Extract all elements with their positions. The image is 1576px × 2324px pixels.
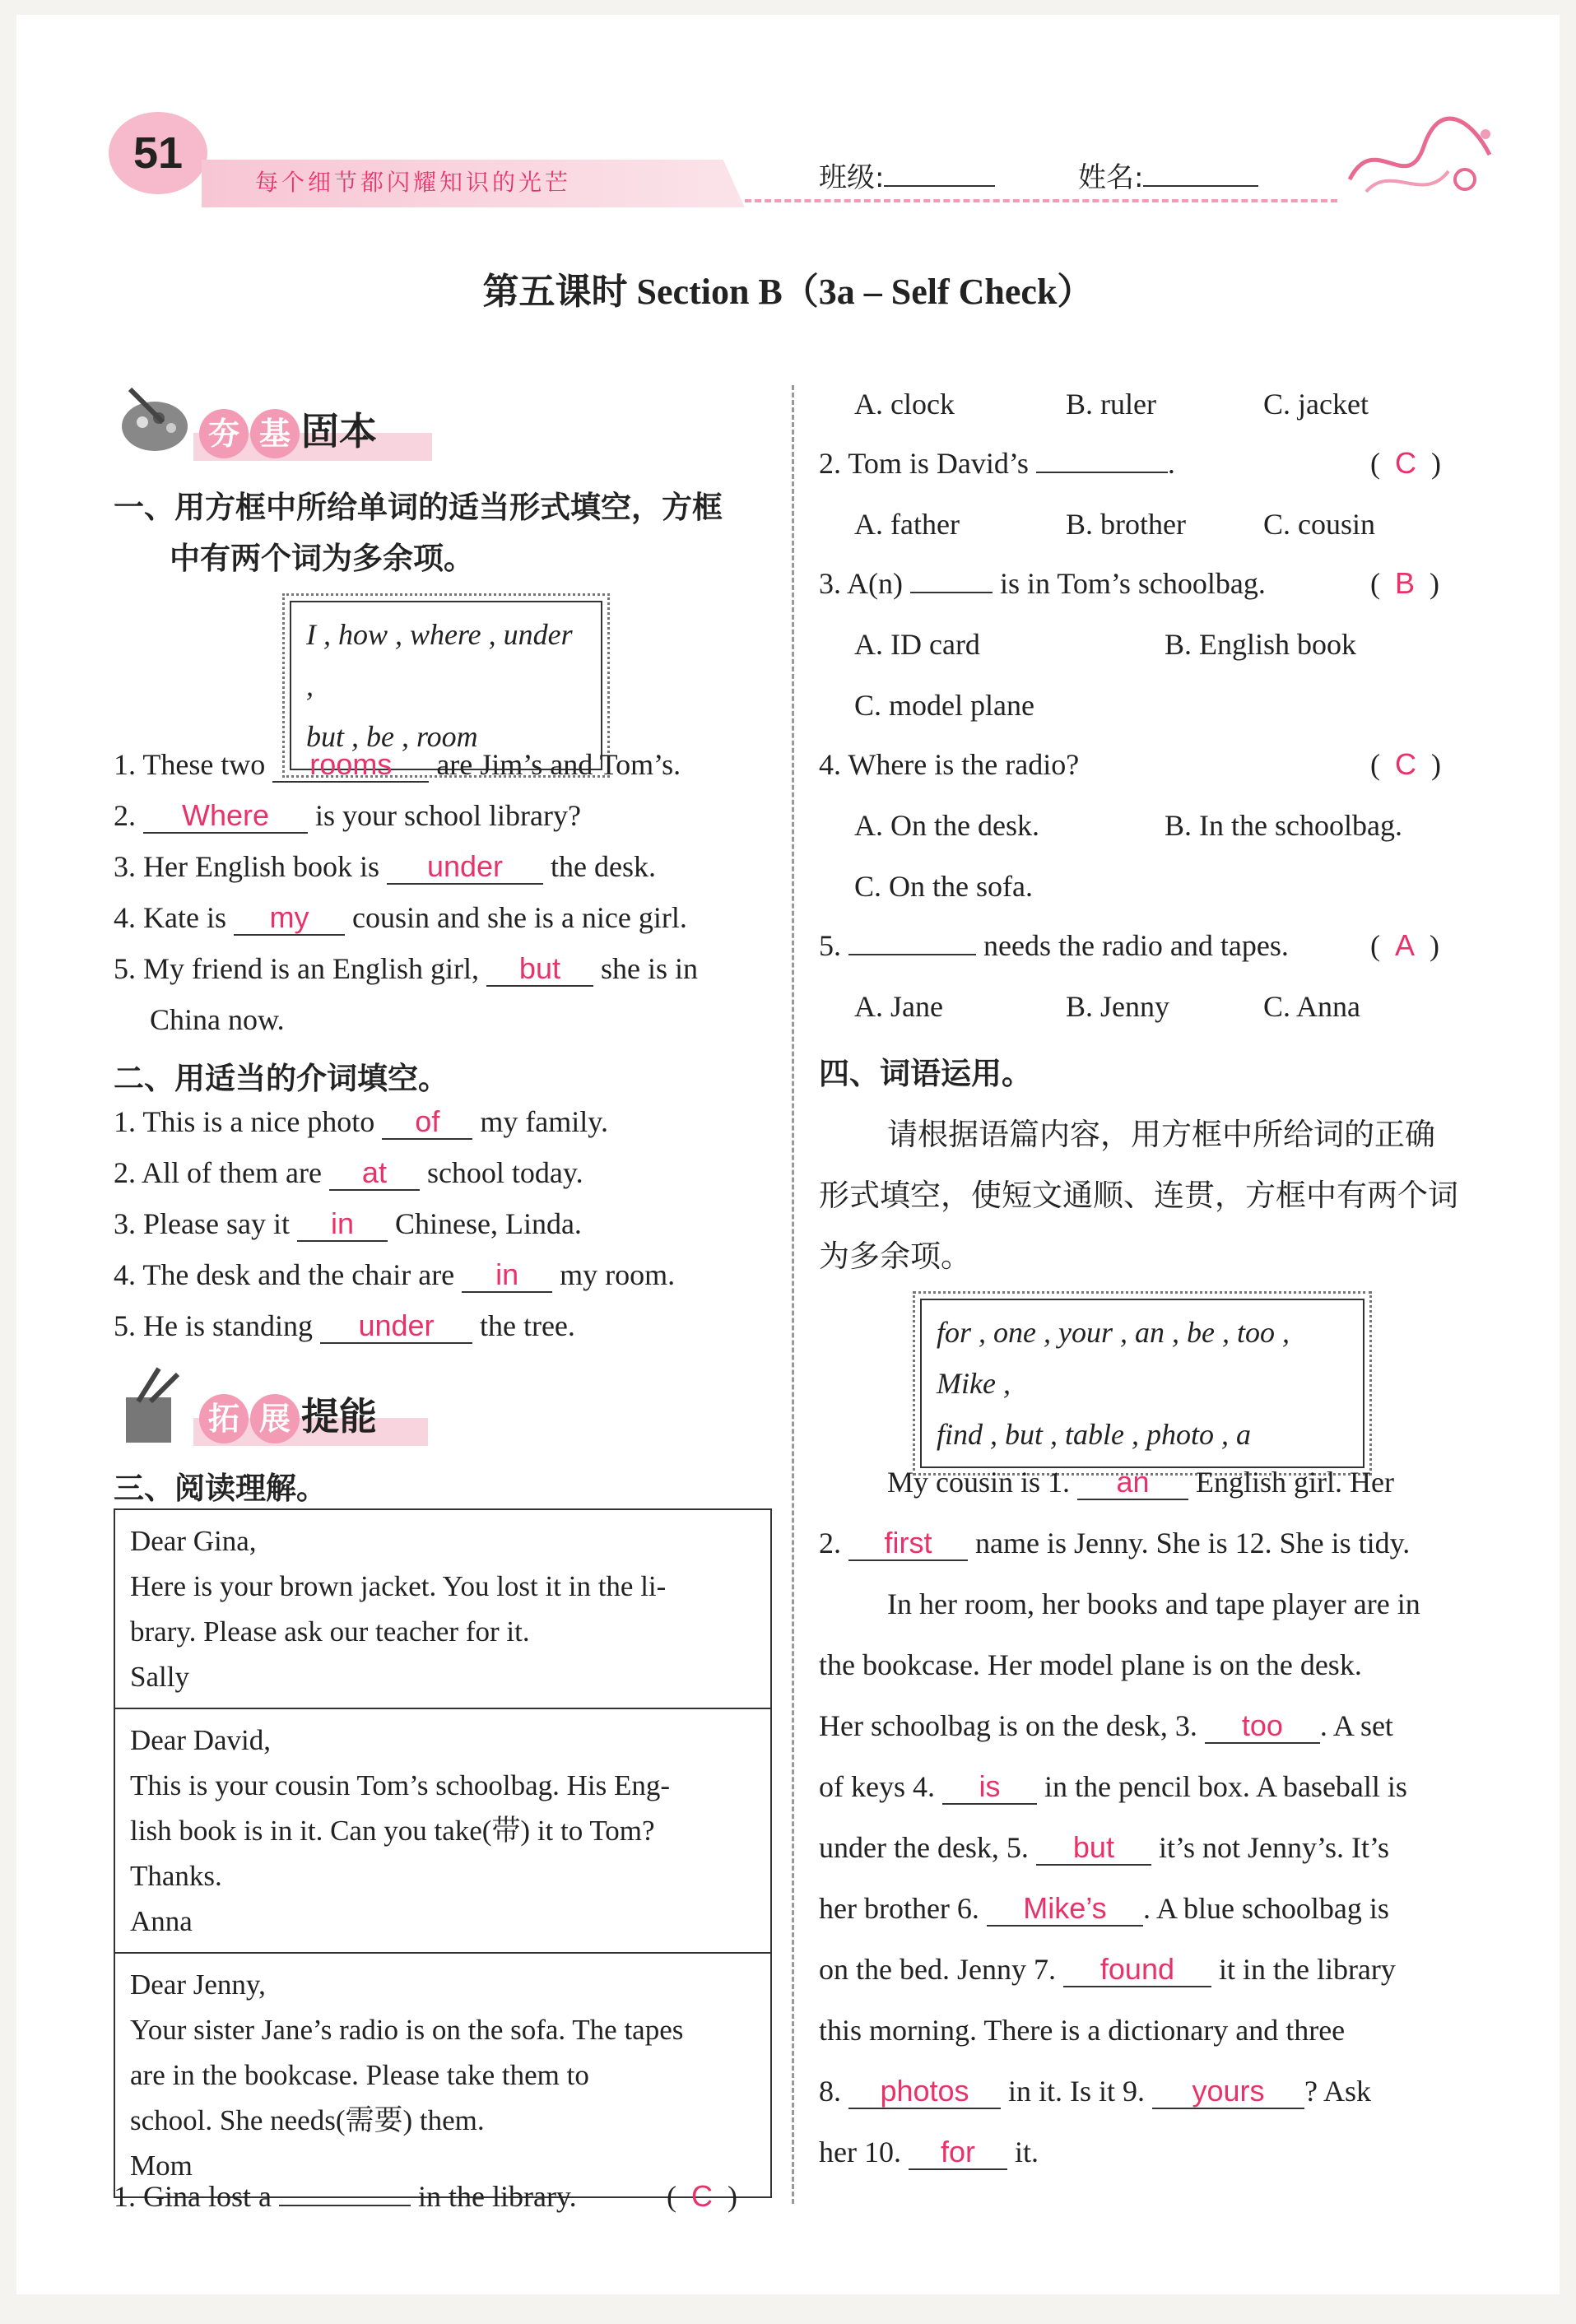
q1-option-b: B. ruler [1066,388,1156,421]
answer-blank[interactable]: but [1036,1831,1151,1866]
passage-line-11: 8. photos in it. Is it 9. yours ? Ask [819,2074,1372,2108]
part1-q4: 4. Kate is my cousin and she is a nice girl. [114,900,687,934]
header-dashed-line [745,199,1337,202]
answer-blank[interactable]: too [1205,1709,1320,1744]
passage-line-4: the bookcase. Her model plane is on the desk. [819,1648,1362,1681]
q5-choice: ( A ) [1370,928,1440,962]
q4-stem: 4. Where is the radio? [819,748,1080,781]
answer-blank[interactable]: for [909,2136,1007,2170]
letters-table [114,1508,772,2198]
passage-line-3: In her room, her books and tape player are in [887,1587,1420,1620]
answer-blank[interactable]: at [329,1156,420,1191]
passage-line-10: this morning. There is a dictionary and three [819,2014,1346,2047]
name-label: 姓名: [1078,155,1258,195]
q5-stem: 5. needs the radio and tapes. [819,929,1289,962]
part2-q5: 5. He is standing under the tree. [114,1308,575,1342]
part2-q3: 3. Please say it in Chinese, Linda. [114,1206,582,1240]
q5-option-c: C. Anna [1263,990,1361,1023]
part2-heading: 二、用适当的介词填空。 [114,1061,449,1096]
answer-blank[interactable] [910,592,993,593]
part4-word-box: for , one , your , an , be , too , Mike , find , but , table , photo , a [920,1299,1364,1468]
part1-q1: 1. These two rooms are Jim’s and Tom’s. [114,747,681,781]
passage-line-12: her 10. for it. [819,2135,1039,2168]
answer-blank[interactable]: Where [143,799,308,834]
part3-q1-choice: ( C ) [667,2179,737,2213]
answer-blank[interactable]: of [382,1105,472,1140]
class-blank [884,185,995,187]
q4-choice: ( C ) [1370,747,1441,781]
section-banner-1: 夯 基 固本 [199,402,377,458]
passage-line-6: of keys 4. is in the pencil box. A baseball is [819,1769,1407,1803]
q2-option-b: B. brother [1066,508,1186,541]
answer-blank[interactable]: in [297,1207,388,1242]
palette-icon [114,377,196,459]
part3-heading: 三、阅读理解。 [114,1471,327,1506]
answer-blank[interactable]: photos [848,2075,1001,2109]
letter-3: Dear Jenny, Your sister Jane’s radio is on the sofa. The tapes are in the bookcase. Please take them to school. She needs(需要) them. Mom [114,1953,771,2197]
answer-blank[interactable] [848,954,976,955]
q3-option-a: A. ID card [854,628,980,661]
part3-q1: 1. Gina lost a in the library. [114,2180,577,2213]
q2-stem: 2. Tom is David’s . [819,447,1175,480]
q3-option-c: C. model plane [854,689,1034,722]
answer-blank[interactable]: is [942,1770,1037,1805]
part1-q2: 2. Where is your school library? [114,798,581,832]
part2-q1: 1. This is a nice photo of my family. [114,1104,608,1138]
q3-choice: ( B ) [1370,566,1440,600]
class-label: 班级: [819,155,995,195]
q5-option-b: B. Jenny [1066,990,1169,1023]
letter-1: Dear Gina, Here is your brown jacket. You lost it in the li- brary. Please ask our teacher for it. Sally [114,1509,771,1708]
answer-blank[interactable]: found [1063,1953,1211,1987]
paint-bucket-icon [114,1364,192,1447]
worksheet-page [16,15,1560,2294]
q4-option-c: C. On the sofa. [854,870,1033,903]
passage-line-7: under the desk, 5. but it’s not Jenny’s. It’s [819,1830,1389,1864]
part1-word-box: I , how , where , under , but , be , room [290,601,602,770]
part4-intro-2: 形式填空，使短文通顺、连贯，方框中有两个词 [819,1178,1458,1213]
part4-intro-1: 请根据语篇内容，用方框中所给词的正确 [887,1117,1435,1152]
part4-intro-3: 为多余项。 [819,1239,971,1274]
answer-blank[interactable]: but [486,952,593,987]
letter-2: Dear David, This is your cousin Tom’s schoolbag. His Eng- lish book is in it. Can you take(带) it to Tom? Thanks. Anna [114,1708,771,1953]
q3-stem: 3. A(n) is in Tom’s schoolbag. [819,567,1266,600]
part1-q5: 5. My friend is an English girl, but she is in [114,951,698,985]
answer-blank[interactable]: under [387,850,543,885]
q3-option-b: B. English book [1165,628,1357,661]
passage-line-9: on the bed. Jenny 7. found it in the library [819,1952,1396,1986]
q2-choice: ( C ) [1370,446,1441,480]
flourish-ornament [1341,114,1498,204]
part4-heading: 四、词语运用。 [819,1056,1032,1091]
answer-blank[interactable] [1036,472,1168,473]
answer-blank[interactable]: my [234,901,345,936]
part1-q5-continued: China now. [150,1003,285,1036]
letter-row [114,1509,771,1708]
passage-line-2: 2. first name is Jenny. She is 12. She is tidy. [819,1526,1411,1559]
part1-heading-line2: 中有两个词为多余项。 [170,541,474,576]
passage-line-8: her brother 6. Mike’s . A blue schoolbag is [819,1891,1389,1925]
q2-option-a: A. father [854,508,960,541]
part2-q4: 4. The desk and the chair are in my room. [114,1257,676,1291]
answer-blank[interactable]: under [320,1309,472,1344]
answer-blank[interactable]: rooms [272,748,429,783]
letter-row [114,1953,771,2197]
section-banner-2: 拓 展 提能 [199,1387,377,1443]
answer-blank[interactable]: an [1077,1466,1188,1500]
q1-option-c: C. jacket [1263,388,1369,421]
q4-option-a: A. On the desk. [854,809,1039,842]
part1-heading-line1: 一、用方框中所给单词的适当形式填空，方框 [114,490,723,525]
passage-line-1: My cousin is 1. an English girl. Her [887,1465,1394,1499]
page-number: 51 [109,112,207,194]
header-slogan: 每个细节都闪耀知识的光芒 [255,169,572,196]
letter-row [114,1708,771,1953]
answer-blank[interactable] [279,2205,411,2206]
q4-option-b: B. In the schoolbag. [1165,809,1402,842]
answer-blank[interactable]: yours [1152,2075,1304,2109]
part2-q2: 2. All of them are at school today. [114,1155,583,1189]
q5-option-a: A. Jane [854,990,943,1023]
answer-blank[interactable]: in [462,1258,552,1293]
q1-option-a: A. clock [854,388,955,421]
answer-blank[interactable]: first [848,1527,968,1561]
column-divider [792,385,794,2204]
name-blank [1143,185,1258,187]
q2-option-c: C. cousin [1263,508,1376,541]
passage-line-5: Her schoolbag is on the desk, 3. too . A set [819,1708,1393,1742]
part1-q3: 3. Her English book is under the desk. [114,849,656,883]
answer-blank[interactable]: Mike’s [987,1892,1143,1927]
page-title: 第五课时 Section B（3a – Self Check） [482,272,1094,312]
